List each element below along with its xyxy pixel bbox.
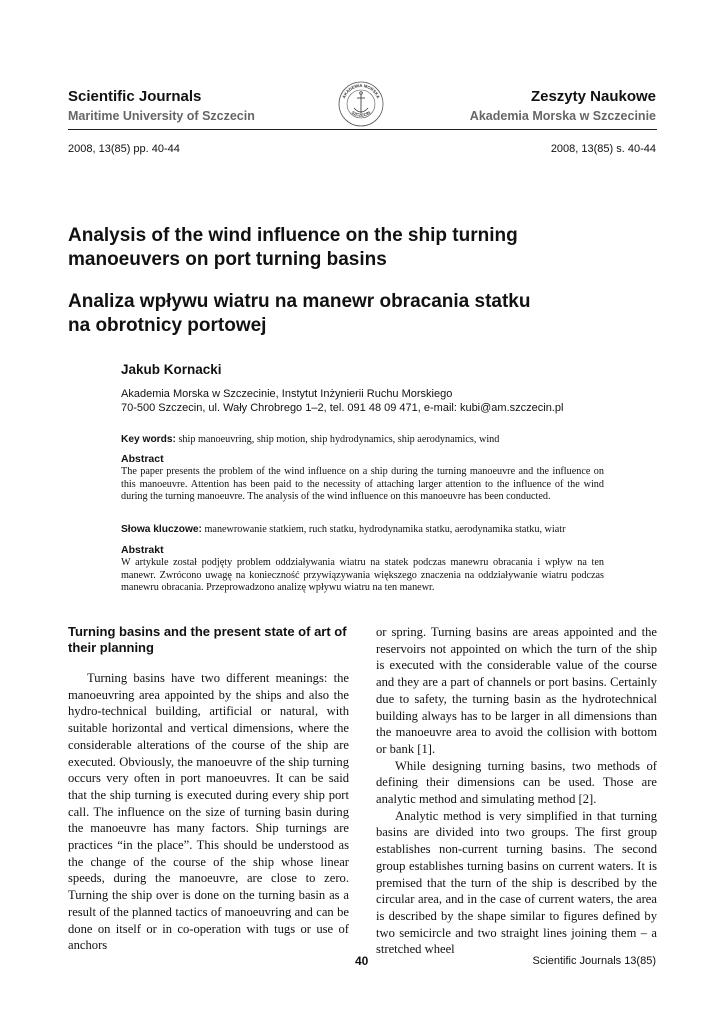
column-right: [376, 624, 657, 958]
seal-text-top: AKADEMIA MORSKA: [341, 82, 381, 100]
citation-pl: 2008, 13(85) s. 40-44: [550, 143, 656, 155]
title-pl-line-2: na obrotnicy portowej: [68, 315, 267, 336]
keywords-label: Key words:: [121, 434, 176, 445]
citation-en: 2008, 13(85) pp. 40-44: [68, 143, 180, 155]
keywords-pl-text: manewrowanie statkiem, ruch statku, hydrodynamika statku, aerodynamika statku, wiatr: [204, 524, 566, 535]
header-rule: [68, 129, 657, 130]
paragraph-continued: or spring. Turning basins are areas appointed and the reservoirs not appointed on which the turn of the ship is executed with the considerable value of the course and they are a part of channels or port basins. Certainly due to safety, the turning basin as the hydrotechnical building always has to be larger in all dimensions than the manoeuvre area to avoid the collision with bottom or bank [1].: [376, 625, 657, 756]
keywords-pl-label: Słowa kluczowe:: [121, 524, 202, 535]
paragraph-analytic-method: Analytic method is very simplified in that turning basins are divided into two groups. The first group establishes non-current turning basins. The second group establishes turning basins on current waters. It is premised that the turn of the ship is described by the circular area, and in the case of current waters, the area is described by the shape similar to figures defined by two semicircle and two straight lines joining them – a stretched wheel: [376, 808, 657, 957]
column-left: [68, 670, 349, 954]
title-en-line-2: manoeuvers on port turning basins: [68, 249, 387, 270]
abstract-text: The paper presents the problem of the wind influence on a ship during the turning manoeuvre and the influence on this manoeuvre. Attention has been paid to the necessity of attaching larger attention to the influence of the wind during the turning manoeuvre. The analysis of the wind influence on this manoeuvre has been conducted.: [121, 466, 604, 502]
affiliation-line-1: Akademia Morska w Szczecinie, Instytut Inżynierii Ruchu Morskiego: [121, 388, 453, 400]
title-polish: [68, 290, 658, 338]
keywords-en: [121, 433, 614, 446]
section-heading: Turning basins and the present state of art of their planning: [68, 624, 347, 655]
keywords-text: ship manoeuvring, ship motion, ship hydrodynamics, ship aerodynamics, wind: [178, 434, 500, 445]
journal-subtitle-en: Maritime University of Szczecin: [68, 109, 255, 123]
footer-journal: Scientific Journals 13(85): [532, 955, 656, 967]
title-en-line-1: Analysis of the wind influence on the ship turning: [68, 225, 518, 246]
title-pl-line-1: Analiza wpływu wiatru na manewr obracania statku: [68, 291, 531, 312]
paragraph-turning-basins: Turning basins have two different meanings: the manoeuvring area appointed by the ships and also the hydro-technical building, artificial or natural, with suitable horizontal and vertical dimensions, where the considerable alterations of the course of the ship are executed. Obviously, the manoeuvre of the ship turning occurs very often in port manoeuvres. It can be said that the ship turning is executed during every ship port call. The influence on the size of turning basin during the manoeuvre has many factors. Ship turnings are practices “in the place”. This should be understood as the change of the course of the ship whose linear speeds, during the manoeuvre, are close to zero. Turning the ship over is done on the turning basin as a result of the planned tactics of manoeuvring and can be done on itself or in co-operation with tugs or use of anchors: [68, 671, 349, 953]
title-english: [68, 224, 658, 272]
page-number: 40: [355, 954, 369, 968]
abstract-heading: Abstract: [121, 453, 164, 465]
abstract-pl-text: W artykule został podjęty problem oddziaływania wiatru na statek podczas manewru obracania i wpływ na ten manewr. Zwrócono uwagę na konieczność przywiązywania większego znaczenia na oddziaływanie wiatru podczas manewru obracania. Przeprowadzono analizę wpływu wiatru na ten manewr.: [121, 557, 604, 593]
seal-text-bottom: SZCZECIN: [350, 109, 372, 118]
journal-title-pl: Zeszyty Naukowe: [530, 88, 656, 105]
keywords-pl: [121, 523, 621, 536]
anchor-icon: [354, 92, 368, 113]
university-seal-logo: [337, 80, 385, 128]
journal-subtitle-pl: Akademia Morska w Szczecinie: [469, 109, 656, 123]
author-name: Jakub Kornacki: [121, 362, 222, 377]
paragraph-design-methods: While designing turning basins, two methods of defining their dimensions can be used. Those are analytic method and simulating method [2].: [376, 758, 657, 807]
affiliation-line-2: 70-500 Szczecin, ul. Wały Chrobrego 1–2, tel. 091 48 09 471, e-mail: kubi@am.szczecin.pl: [121, 402, 564, 414]
journal-title-en: Scientific Journals: [68, 88, 202, 105]
abstract-pl-heading: Abstrakt: [121, 544, 164, 556]
affiliation: [121, 387, 641, 415]
